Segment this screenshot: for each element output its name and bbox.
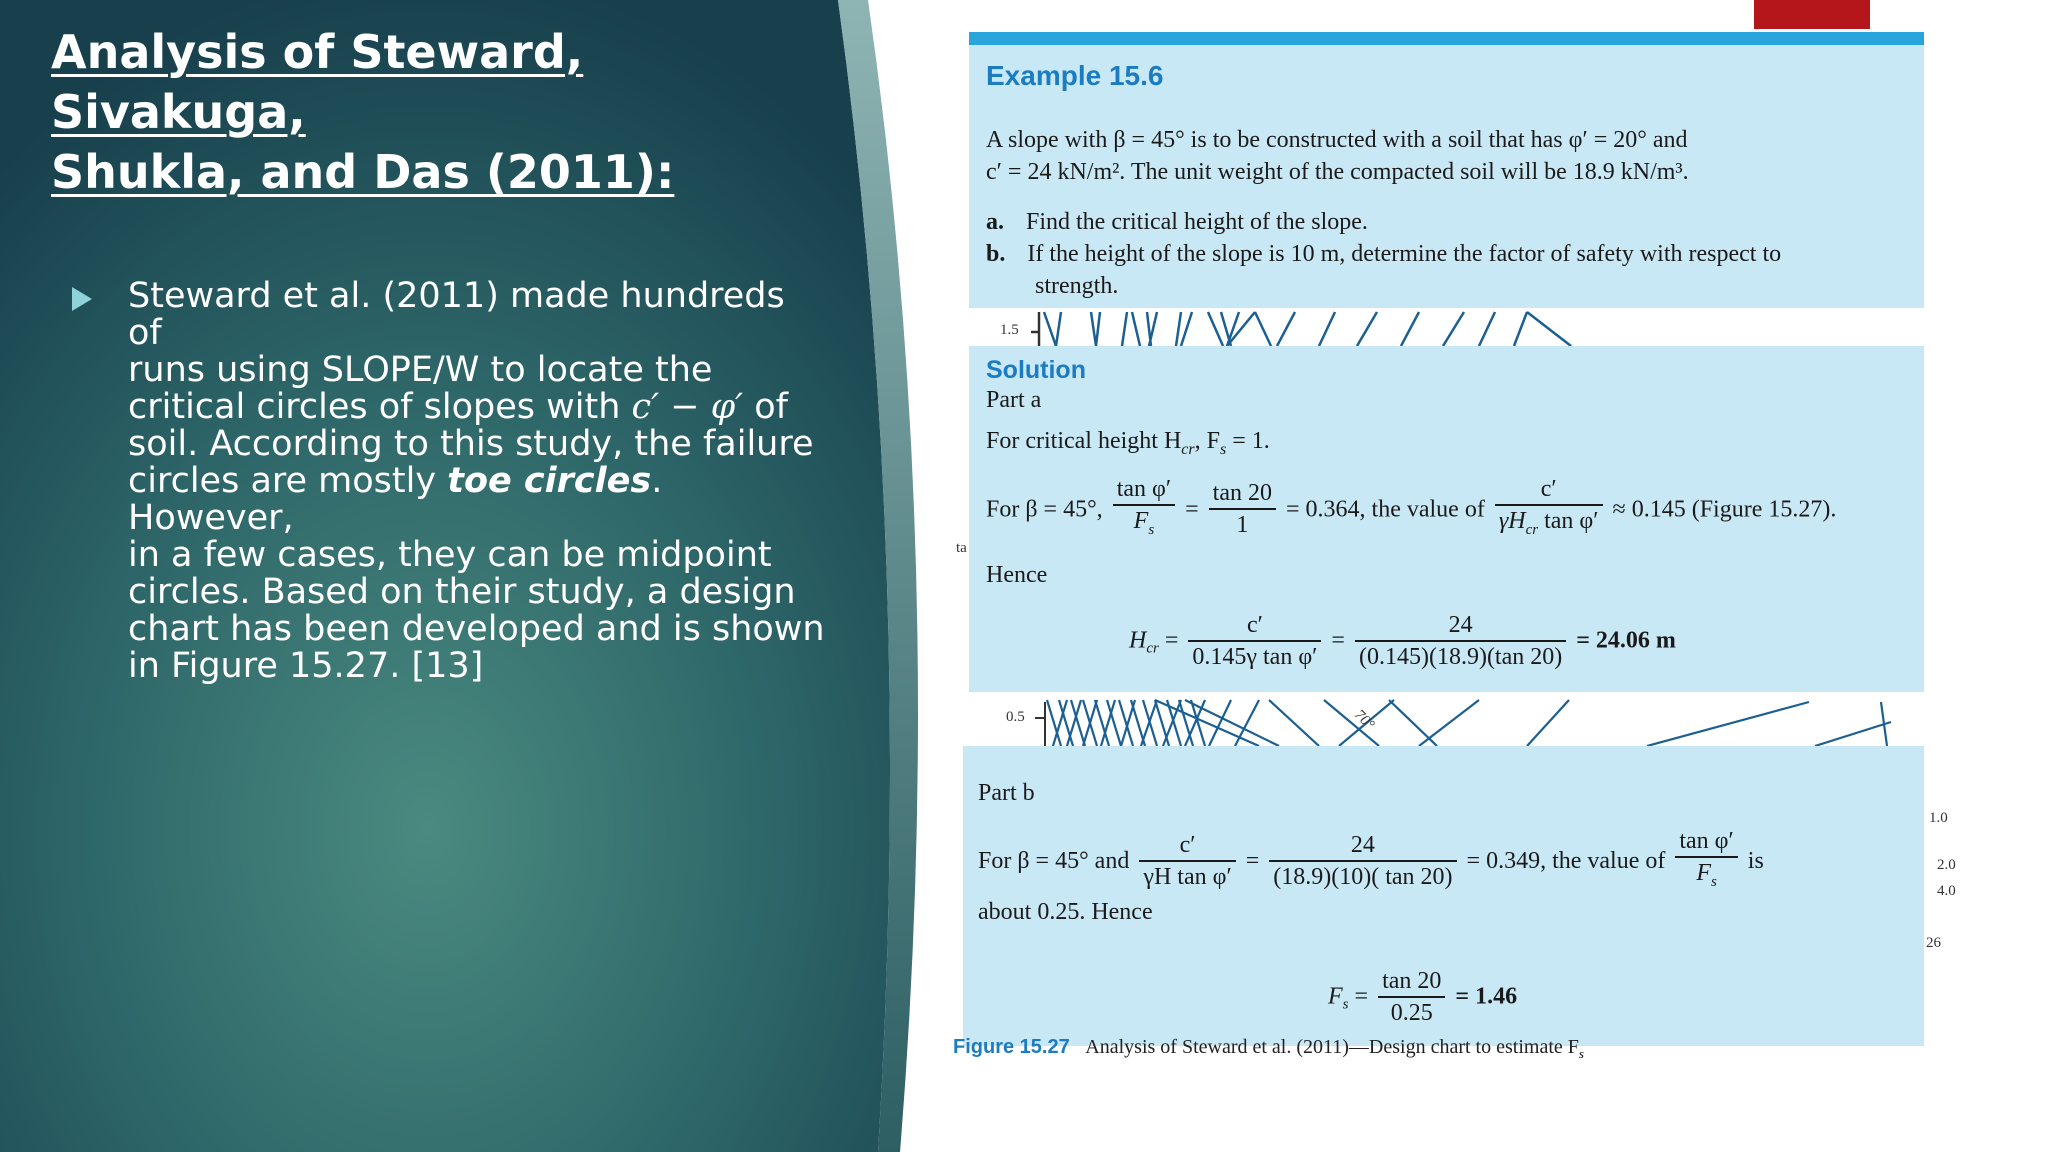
slide-title xyxy=(51,22,851,202)
example-item-a: a. Find the critical height of the slope. xyxy=(986,209,1368,235)
part-b-heading: Part b xyxy=(978,780,1035,806)
example-item-b-continued: strength. xyxy=(1035,273,1119,299)
title-line-2: Shukla, and Das (2011): xyxy=(51,145,675,199)
example-heading: Example 15.6 xyxy=(986,60,1164,91)
figure-caption-label: Figure 15.27 xyxy=(953,1036,1070,1058)
hcr-result: = 24.06 m xyxy=(1576,627,1676,654)
figure-caption-text: Analysis of Steward et al. (2011)—Design chart to estimate F xyxy=(1085,1036,1579,1058)
bullet-line: in a few cases, they can be midpoint xyxy=(128,535,772,575)
frac-denominator: (0.145)(18.9)(tan 20) xyxy=(1358,644,1563,670)
frac-numerator: 24 xyxy=(1355,610,1566,642)
example-statement-line-2: c′ = 24 kN/m². The unit weight of the compacted soil will be 18.9 kN/m³. xyxy=(986,159,1689,185)
frac-numerator: c′ xyxy=(1139,830,1235,862)
frac-numerator: tan φ′ xyxy=(1113,474,1175,506)
bullet-line: in Figure 15.27. [13] xyxy=(128,646,484,686)
bullet-line: soil. According to this study, the failure xyxy=(128,424,814,464)
frac-numerator: tan 20 xyxy=(1209,478,1276,510)
chart-side-label: 1.0 xyxy=(1929,810,1948,826)
chart-side-prefix: ta xyxy=(956,540,967,556)
solution-equation-1: For β = 45°, $\frac{\text{tan φ′}}{F_s}$ = $\frac{\tan 20}{1}$ = 0.364, the value of $\frac{c'}{\gamma H_{cr} \tan \varphi'}$ ≈ 0.145 (Figure 15.27). xyxy=(986,476,1837,539)
chart-side-label: 2.0 xyxy=(1937,857,1956,873)
frac-numerator: 24 xyxy=(1269,830,1456,862)
example-item-b: b. If the height of the slope is 10 m, determine the factor of safety with respect to xyxy=(986,241,1782,267)
bullet-emphasis: toe circles xyxy=(447,461,652,501)
bullet-triangle-icon xyxy=(72,287,92,311)
solution-heading: Solution xyxy=(986,356,1086,384)
bullet-line: chart has been developed and is shown xyxy=(128,609,825,649)
frac-denominator: (18.9)(10)( tan 20) xyxy=(1273,864,1453,891)
bullet-math: c′ − φ′ xyxy=(631,387,744,427)
chart-side-label: 4.0 xyxy=(1937,883,1956,899)
frac-denominator: γH tan φ′ xyxy=(1143,864,1232,891)
solution-critical-line: For critical height $H_{cr}$, $F_s = 1$. xyxy=(986,428,1270,458)
frac-numerator: tan 20 xyxy=(1378,966,1445,998)
frac-numerator: tan φ′ xyxy=(1675,826,1737,858)
frac-denominator: 0.145γ tan φ′ xyxy=(1192,644,1318,670)
chart-fragment-strip-1 xyxy=(969,308,1924,346)
fs-result: = 1.46 xyxy=(1455,983,1518,1010)
solution-hence: Hence xyxy=(986,562,1048,588)
part-b-equation: For β = 45° and $\frac{c'}{\text{γH tan φ′}}$ = $\frac{24}{(18.9)(10)( \tan 20)}$ = 0.349, the value of $\frac{\text{tan φ′}}{F_s}$ is xyxy=(978,828,1764,891)
bullet-line: critical circles of slopes with c′ − φ′ of xyxy=(128,387,788,427)
solution-panel xyxy=(969,346,1924,692)
chart-side-label: 26 xyxy=(1926,935,1941,951)
solution-hcr-equation: $H_{cr}$ = $\frac{c'}{\text{0.145γ tan φ′}}$ = $\frac{24}{(0.145)(18.9)(\tan 20)}$ = 24.06 m xyxy=(1129,612,1676,670)
example-statement-line-1: A slope with β = 45° is to be constructed with a soil that has φ′ = 20° and xyxy=(986,127,1688,153)
chart-tick-label: 0.5 xyxy=(1006,709,1025,725)
chart-fragment-strip-2 xyxy=(969,692,1924,746)
frac-denominator: 0.25 xyxy=(1390,1000,1433,1026)
bullet-line: Steward et al. (2011) made hundreds of xyxy=(128,276,785,353)
chart-angle-label: 70° xyxy=(1351,706,1378,734)
example-top-bar xyxy=(969,32,1924,45)
bullet-line: runs using SLOPE/W to locate the xyxy=(128,350,713,390)
title-line-1: Analysis of Steward, Sivakuga, xyxy=(51,25,584,139)
example-panel xyxy=(969,32,1924,310)
part-b-about-line: about 0.25. Hence xyxy=(978,899,1153,925)
red-tab xyxy=(1754,0,1870,29)
chart-tick-label: 1.5 xyxy=(1000,322,1019,338)
bullet-line: circles are mostly toe circles. However, xyxy=(128,461,663,538)
frac-denominator: 1 xyxy=(1236,512,1249,539)
figure-caption: Figure 15.27 Analysis of Steward et al. (2011)—Design chart to estimate $F_s$ xyxy=(953,1036,1584,1060)
chart-fragment-lines xyxy=(969,308,1924,346)
part-b-fs-equation: $F_s$ = $\frac{\tan 20}{0.25}$ = 1.46 xyxy=(1328,968,1518,1026)
bullet-line: circles. Based on their study, a design xyxy=(128,572,796,612)
frac-numerator: c′ xyxy=(1495,474,1603,506)
solution-part-a: Part a xyxy=(986,387,1042,413)
chart-fragment-lines xyxy=(969,692,1924,746)
frac-numerator: c′ xyxy=(1188,610,1321,642)
bullet-text xyxy=(128,278,828,685)
part-b-panel xyxy=(963,746,1924,1046)
